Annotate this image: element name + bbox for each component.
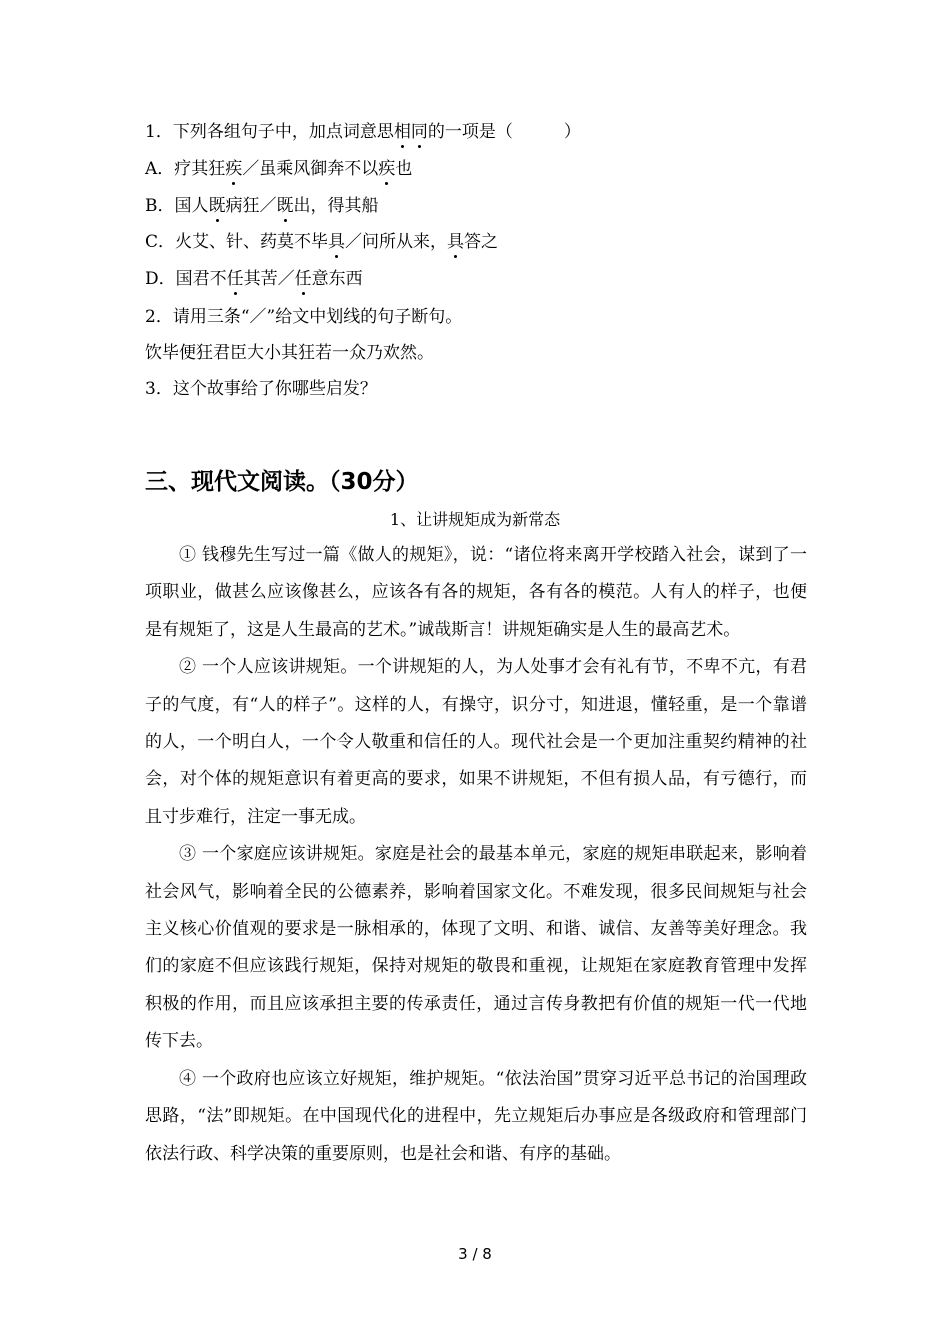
dotted-char: 相: [393, 122, 411, 142]
option-b-text-middle: 病狂／: [225, 196, 277, 216]
article-paragraph: ③ 一个家庭应该讲规矩。家庭是社会的最基本单元，家庭的规矩串联起来，影响着社会风气，影响着全民的公德素养，影响着国家文化。不难发现，很多民间规矩与社会主义核心价值观的要求是一脉相承的，体现了文明、和谐、诚信、友善等美好理念。我们的家庭不但应该践行规矩，保持对规矩的敬畏和重视，让规矩在家庭教育管理中发挥积极的作用，而且应该承担主要的传承责任，通过言传身教把有价值的规矩一代一代地传下去。: [145, 844, 807, 1052]
question-2-sentence: 饮毕便狂君臣大小其狂若一众乃欢然。: [145, 343, 434, 363]
page-number: 3 / 8: [458, 1245, 492, 1263]
option-d-text-end: 意东西: [311, 269, 363, 289]
dotted-char: 任: [226, 269, 244, 289]
dotted-char: 既: [276, 196, 294, 216]
option-c-text-middle: ／问所从来，: [345, 232, 448, 252]
option-a-text-middle: ／虽乘风御奔不以: [242, 159, 379, 179]
option-d-text-start: D．国君不: [145, 269, 227, 289]
dotted-char: 既: [208, 196, 226, 216]
article-paragraph: ④ 一个政府也应该立好规矩，维护规矩。“依法治国”贯穿习近平总书记的治国理政思路，“法”即规矩。在中国现代化的进程中，先立规矩后办事应是各级政府和管理部门依法行政、科学决策的重要原则，也是社会和谐、有序的基础。: [145, 1068, 807, 1164]
option-a-text-start: A．疗其狂: [145, 159, 226, 179]
option-b-text-start: B．国人: [145, 196, 209, 216]
option-b: [145, 195, 379, 217]
section-heading: 三、现代文阅读。（30分）: [145, 469, 419, 495]
question-1-text-start: 1．下列各组句子中，加点词意思: [145, 122, 394, 142]
article-paragraph: ② 一个人应该讲规矩。一个讲规矩的人，为人处事才会有礼有节，不卑不亢，有君子的气度，有“人的样子”。这样的人，有操守，识分寸，知进退，懂轻重，是一个靠谱的人，一个明白人，一个令人敬重和信任的人。现代社会是一个更加注重契约精神的社会，对个体的规矩意识有着更高的要求，如果不讲规矩，不但有损人品，有亏德行，而且寸步难行，注定一事无成。: [145, 657, 807, 827]
option-d-text-middle: 其苦／: [243, 269, 295, 289]
dotted-char: 具: [328, 232, 346, 252]
dotted-char: 同: [410, 122, 428, 142]
article-paragraph: ① 钱穆先生写过一篇《做人的规矩》，说：“诸位将来离开学校踏入社会，谋到了一项职业，做甚么应该像甚么，应该各有各的规矩，各有各的模范。人有人的样子，也便是有规矩了，这是人生最高的艺术。”诚哉斯言！讲规矩确实是人生的最高艺术。: [145, 545, 807, 640]
question-1: [145, 121, 581, 143]
article-body: [145, 537, 807, 1173]
dotted-char: 任: [294, 269, 312, 289]
dotted-char: 具: [447, 232, 465, 252]
option-c-text-end: 答之: [464, 232, 499, 252]
option-d: [145, 268, 363, 290]
question-3: 3．这个故事给了你哪些启发？: [145, 379, 377, 399]
question-1-text-end: 的一项是（ ）: [427, 122, 581, 142]
option-c: [145, 231, 498, 253]
article-title: 1、让讲规矩成为新常态: [389, 510, 561, 529]
option-a-text-end: 也: [395, 159, 413, 179]
question-2: 2．请用三条“／”给文中划线的句子断句。: [145, 307, 463, 327]
dotted-char: 疾: [378, 159, 396, 179]
option-b-text-end: 出，得其船: [293, 196, 379, 216]
option-a: [145, 158, 412, 180]
option-c-text-start: C．火艾、针、药莫不毕: [145, 232, 329, 252]
dotted-char: 疾: [225, 159, 243, 179]
